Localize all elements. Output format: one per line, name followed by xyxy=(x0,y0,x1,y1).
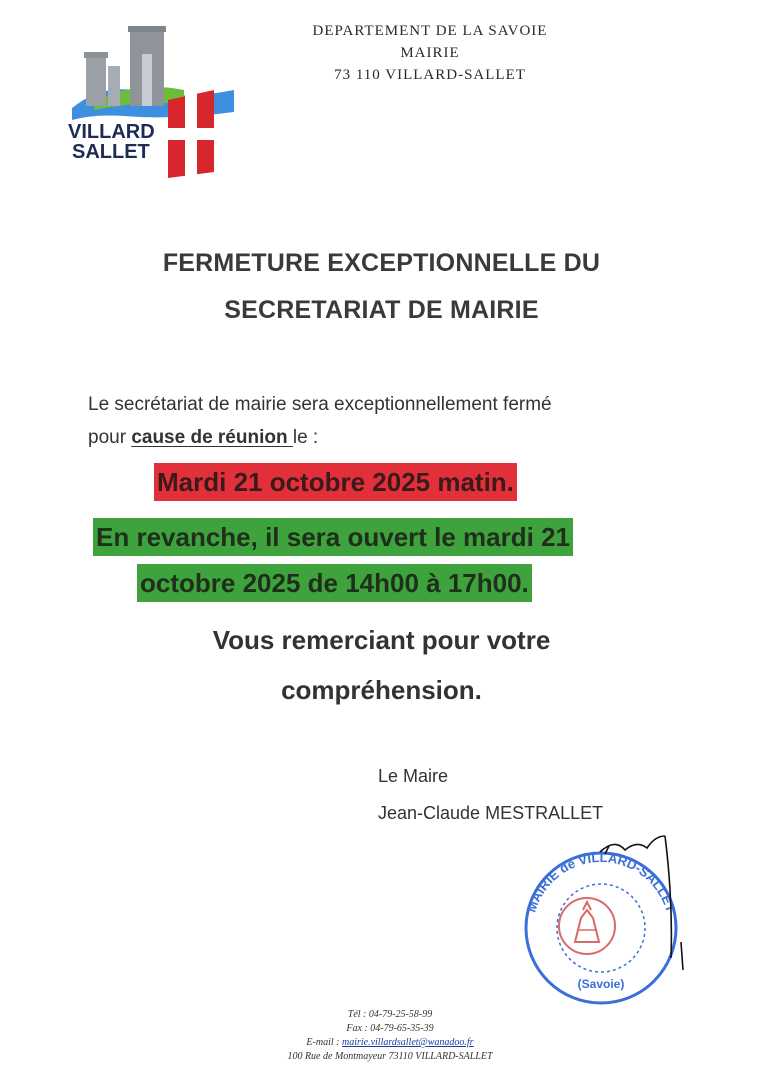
thanks-message xyxy=(60,615,703,715)
footer-address: 100 Rue de Montmayeur 73110 VILLARD-SALLET xyxy=(287,1051,493,1062)
footer-email-line xyxy=(220,1036,560,1050)
letterhead xyxy=(240,20,620,86)
stamp-text-bottom: (Savoie) xyxy=(577,977,625,991)
stamp-text-top: MAIRIE de VILLARD-SALLET xyxy=(523,849,679,915)
logo-text-villard: VILLARD xyxy=(68,121,155,143)
official-stamp xyxy=(505,830,695,1015)
notice-title xyxy=(60,240,703,334)
closed-date-highlight: Mardi 21 octobre 2025 matin. xyxy=(154,463,517,501)
contact-footer xyxy=(220,1008,560,1064)
footer-email-label: E-mail : xyxy=(306,1037,342,1048)
village-logo xyxy=(64,20,244,185)
title-line-1: FERMETURE EXCEPTIONNELLE DU xyxy=(162,249,601,277)
signatory-role: Le Maire xyxy=(378,766,449,786)
body-line-1: Le secrétariat de mairie sera exceptionnellement fermé xyxy=(88,394,552,415)
body-line-2 xyxy=(88,427,318,449)
postcode-line: 73 110 VILLARD-SALLET xyxy=(334,67,526,83)
open-hours-highlight-1: En revanche, il sera ouvert le mardi 21 xyxy=(93,518,573,556)
footer-fax: Fax : 04-79-65-35-39 xyxy=(346,1023,434,1034)
signatory-name: Jean-Claude MESTRALLET xyxy=(378,803,604,823)
body-line-2-suffix: le : xyxy=(292,427,319,448)
footer-phone: Tél : 04-79-25-58-99 xyxy=(347,1009,433,1020)
department-line: DEPARTEMENT DE LA SAVOIE xyxy=(312,23,548,39)
title-line-2: SECRETARIAT DE MAIRIE xyxy=(224,296,539,324)
open-hours-highlight-2: octobre 2025 de 14h00 à 17h00. xyxy=(137,564,532,602)
thanks-line-1: Vous remerciant pour votre xyxy=(212,625,551,655)
stamp-emblem-icon xyxy=(559,898,615,954)
logo-text-sallet: SALLET xyxy=(72,141,150,163)
body-line-2-prefix: pour xyxy=(88,427,132,448)
mairie-line: MAIRIE xyxy=(400,45,460,61)
thanks-line-2: compréhension. xyxy=(281,675,482,705)
footer-email-link[interactable]: mairie.villardsallet@wanadoo.fr xyxy=(341,1037,474,1048)
reason-text: cause de réunion xyxy=(131,427,293,448)
